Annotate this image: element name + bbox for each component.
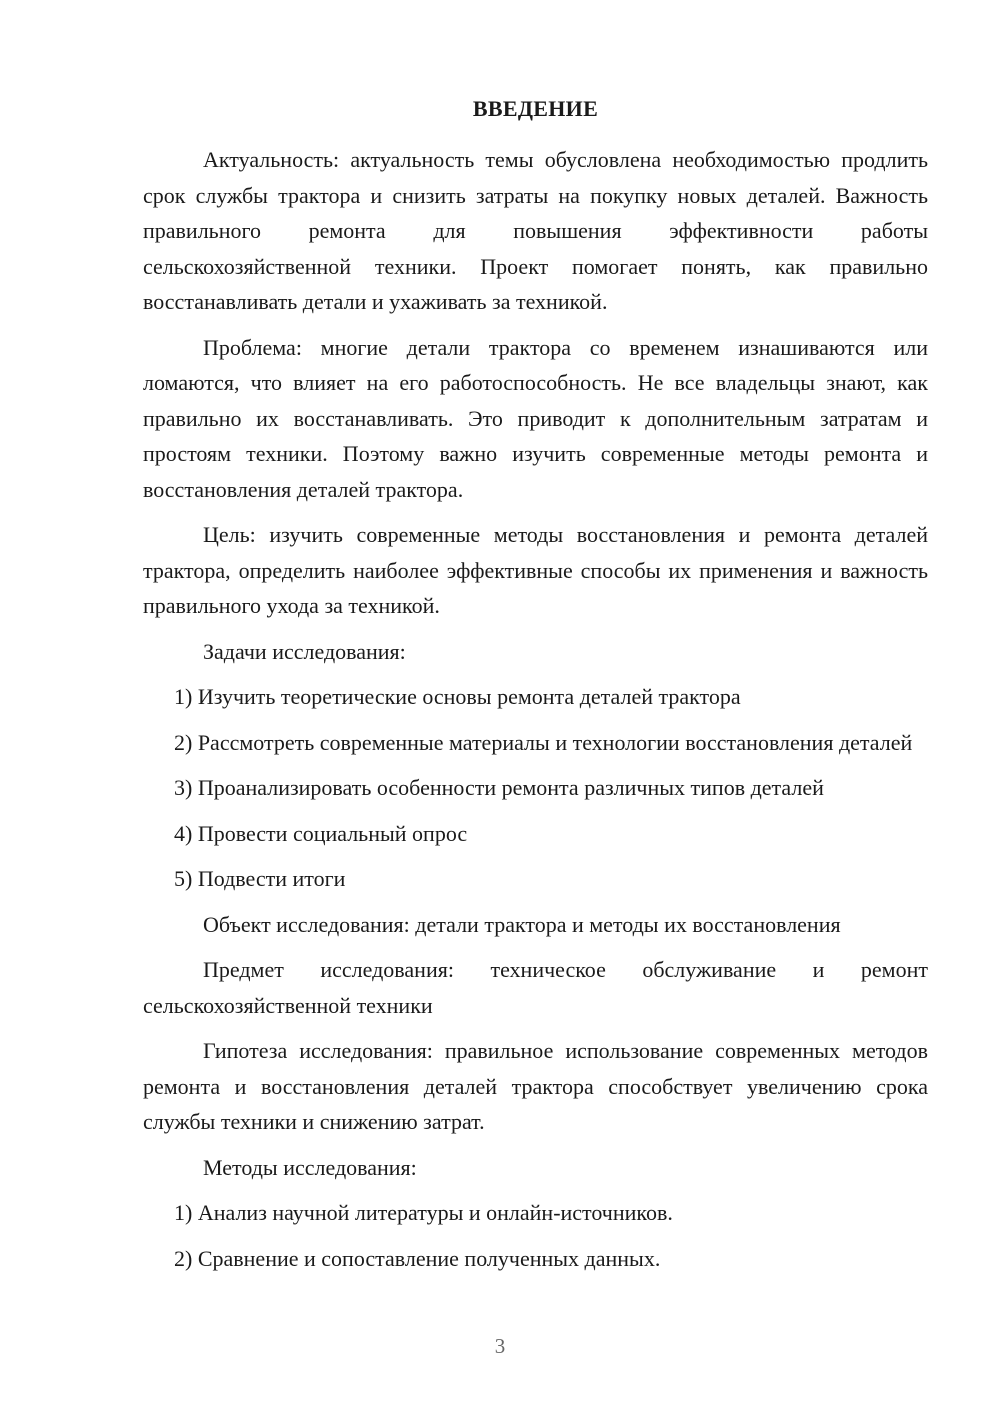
method-item-2: 2) Сравнение и сопоставление полученных данных.: [174, 1245, 661, 1271]
page-number: 3: [494, 1334, 506, 1358]
document-page: [143, 92, 928, 1286]
section-heading: ВВЕДЕНИЕ: [472, 96, 599, 121]
task-item-5: 5) Подвести итоги: [174, 866, 346, 891]
paragraph-relevance: Актуальность: актуальность темы обусловлена необходимостью продлить срок службы трактора и снизить затраты на покупку новых деталей. Важность правильного ремонта для повышения эффективности работы сельскохозяйственной техники. Проект помогает понять, как правильно восстанавливать детали и ухаживать за техникой.: [143, 147, 928, 314]
task-item-3: 3) Проанализировать особенности ремонта различных типов деталей: [174, 775, 824, 800]
paragraph-subject: Предмет исследования: техническое обслуживание и ремонт сельскохозяйственной техники: [143, 957, 928, 1018]
paragraph-goal: Цель: изучить современные методы восстановления и ремонта деталей трактора, определить наиболее эффективные способы их применения и важность правильного ухода за техникой.: [143, 522, 928, 618]
task-item-4: 4) Провести социальный опрос: [174, 820, 468, 846]
paragraph-object: Объект исследования: детали трактора и методы их восстановления: [203, 911, 841, 937]
paragraph-problem: Проблема: многие детали трактора со временем изнашиваются или ломаются, что влияет на его работоспособность. Не все владельцы знают, как правильно их восстанавливать. Это приводит к дополнительным затратам и простоям техники. Поэтому важно изучить современные методы ремонта и восстановления деталей трактора.: [143, 334, 928, 502]
task-item-1: 1) Изучить теоретические основы ремонта деталей трактора: [174, 684, 741, 709]
methods-heading: Методы исследования:: [203, 1154, 417, 1180]
method-item-1: 1) Анализ научной литературы и онлайн-источников.: [174, 1200, 673, 1225]
tasks-heading: Задачи исследования:: [203, 638, 406, 664]
paragraph-hypothesis: Гипотеза исследования: правильное использование современных методов ремонта и восстановления деталей трактора способствует увеличению срока службы техники и снижению затрат.: [143, 1038, 928, 1134]
task-item-2: 2) Рассмотреть современные материалы и технологии восстановления деталей: [174, 729, 913, 755]
